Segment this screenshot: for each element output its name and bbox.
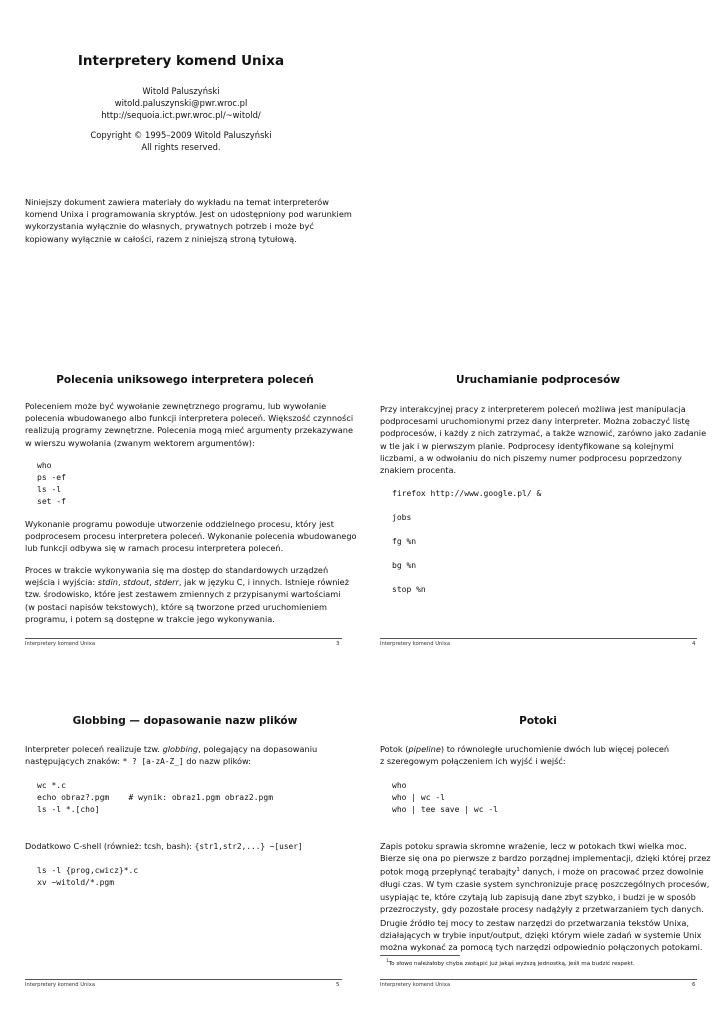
code-line: who xyxy=(392,781,407,790)
text-line: usypiając te, które czytają lub zapisują dane zbyt szybko, i budzi je w sposób xyxy=(380,891,696,902)
footnote-marker: 1 xyxy=(516,867,520,874)
footer-rule xyxy=(25,979,342,980)
text-line: kopiowany wyłącznie w całości, razem z niniejszą stroną tytułową. xyxy=(25,233,297,244)
notice xyxy=(25,196,352,245)
text-line: w wierszu wywołania (zwanym wektorem argumentów): xyxy=(25,437,255,448)
pipeline-term: pipeline xyxy=(408,744,441,754)
copyright: Copyright © 1995–2009 Witold Paluszyński xyxy=(90,130,272,140)
text-line: Proces w trakcie wykonywania się ma dostęp do standardowych urządzeń xyxy=(25,565,329,575)
text-line: realizują programy zewnętrzne. Polecenia mogą mieć argumenty przekazywane xyxy=(25,425,353,436)
code-line: who xyxy=(37,461,52,470)
footnote-text: To słowo należałoby chyba zastąpić już jakąś wyższą jednostką, jeśli ma budzić respekt. xyxy=(388,960,635,967)
text-line: tzw. środowisko, które jest zestawem zmiennych z przypisanymi wartościami xyxy=(25,589,341,600)
paragraph xyxy=(25,400,353,449)
code-line: ps -ef xyxy=(37,473,66,482)
text-line: Niniejszy dokument zawiera materiały do wykładu na temat interpreterów xyxy=(25,197,329,207)
document-title: Interpretery komend Unixa xyxy=(77,53,285,69)
stdin-term: stdin xyxy=(97,577,118,588)
paragraph xyxy=(25,518,357,555)
text-span: Interpreter poleceń realizuje tzw. xyxy=(25,744,163,754)
footer-text: Interpretery komend Unixa xyxy=(25,982,95,988)
text-line xyxy=(380,743,669,755)
code-block xyxy=(37,865,138,889)
text-span: , xyxy=(117,577,124,588)
text-span: , jak w języku C, i innych. Istnieje również xyxy=(178,577,349,588)
text-line: podprocesów, i każdy z nich zatrzymać, a także wznowić, zarówno jako zadanie xyxy=(380,428,707,439)
slide-title: Globbing — dopasowanie nazw plików xyxy=(72,715,298,727)
slide-title: Potoki xyxy=(519,715,557,727)
text-line: komend Unixa i programowania skryptów. Jest on udostępniony pod warunkiem xyxy=(25,209,352,220)
paragraph xyxy=(25,743,317,768)
footer-text: Interpretery komend Unixa xyxy=(380,982,450,988)
footer-text: Interpretery komend Unixa xyxy=(380,641,450,647)
text-line: programu, i potem są dostępne w trakcie jego wykonywania. xyxy=(25,613,275,624)
page-number: 5 xyxy=(336,982,340,988)
code-line: who | tee save | wc -l xyxy=(392,805,498,814)
text-span: Potok ( xyxy=(380,744,409,754)
footer-rule xyxy=(380,638,697,639)
text-line: polecenia wbudowanego albo funkcji interpretera poleceń. Większość czynności xyxy=(25,413,354,424)
code-line: ls -l *.[cho] xyxy=(37,805,100,814)
text-line: znakiem procenta. xyxy=(380,465,457,476)
text-line: przezroczysty, gdy pozostałe procesy nadążyły z przetwarzaniem tych danych. xyxy=(380,903,704,914)
text-line xyxy=(380,864,711,878)
paragraph xyxy=(380,840,711,915)
text-line: w tle jak i w pierwszym planie. Podprocesy identyfikowane są kolejnymi xyxy=(380,440,674,451)
code-line: ls -l xyxy=(37,485,62,494)
footnote xyxy=(386,958,635,967)
code-line: xv ~witold/*.pgm xyxy=(37,878,115,887)
text-line: długi czas. W tym czasie system synchronizuje pracę poszczególnych procesów, xyxy=(380,879,710,890)
paragraph xyxy=(380,917,703,954)
text-line: Zapis potoku sprawia skromne wrażenie, lecz w potokach tkwi wielka moc. xyxy=(380,841,687,851)
text-span: następujących znaków: xyxy=(25,756,123,767)
paragraph xyxy=(380,403,706,476)
code-line: firefox http://www.google.pl/ & xyxy=(392,489,542,498)
text-line: liczbami, a w odwołaniu do nich piszemy numer podprocesu poprzedzony xyxy=(380,452,682,463)
footer-text: Interpretery komend Unixa xyxy=(25,641,95,647)
text-line xyxy=(25,576,349,588)
page-number: 6 xyxy=(692,982,696,988)
text-span: potok mogą przepłynąć terabajty xyxy=(380,867,517,878)
author-url: http://sequoia.ict.pwr.wroc.pl/~witold/ xyxy=(101,110,261,120)
inline-code: * ? [a-zA-Z_] xyxy=(122,757,184,767)
author-email: witold.paluszynski@pwr.wroc.pl xyxy=(114,98,248,108)
paragraph xyxy=(25,840,303,853)
footnote-number: 1 xyxy=(386,958,389,963)
paragraph xyxy=(25,564,349,625)
code-block xyxy=(37,780,273,816)
text-span: wejścia i wyjścia: xyxy=(25,577,98,588)
slide-title: Uruchamianie podprocesów xyxy=(455,374,621,386)
footer-rule xyxy=(25,638,342,639)
paragraph xyxy=(380,743,669,767)
text-span: danych, i może on pracować przez dowolnie xyxy=(519,867,704,878)
text-span: , polegający na dopasowaniu xyxy=(198,744,318,754)
text-span: do nazw plików: xyxy=(183,756,252,767)
stdout-term: stdout xyxy=(123,577,150,588)
text-line: lub funkcji odbywa się w ramach procesu interpretera poleceń. xyxy=(25,543,284,554)
globbing-term: globbing xyxy=(162,744,199,754)
author: Witold Paluszyński xyxy=(142,86,220,96)
code-line: wc *.c xyxy=(37,781,66,790)
slide-title: Polecenia uniksowego interpretera poleceń xyxy=(56,374,314,386)
page-number: 3 xyxy=(336,641,340,647)
text-line: działających w trybie input/output, dzięki którym wiele zadań w systemie Unix xyxy=(380,930,702,941)
text-span: Dodatkowo C-shell (również: tcsh, bash): xyxy=(25,841,195,851)
text-line: podprocesami uruchomionymi przez dany interpreter. Można zobaczyć listę xyxy=(380,416,690,427)
page-number: 4 xyxy=(692,641,696,647)
footnote-rule xyxy=(380,955,460,956)
code-line: who | wc -l xyxy=(392,793,445,802)
text-span: , xyxy=(149,577,155,588)
stderr-term: stderr xyxy=(154,577,179,588)
code-line: fg %n xyxy=(392,537,417,546)
footer-rule xyxy=(380,979,697,980)
text-line: podprocesem procesu interpretera poleceń. Wykonanie polecenia wbudowanego xyxy=(25,531,357,542)
text-span: ) to równoległe uruchomienie dwóch lub więcej poleceń xyxy=(440,744,670,754)
inline-code: {str1,str2,...} ~[user] xyxy=(194,842,303,851)
text-line: można wykonać za pomocą tych narzędzi odpowiednio połączonych potokami. xyxy=(380,942,703,953)
text-line: Przy interakcyjnej pracy z interpreterem poleceń możliwa jest manipulacja xyxy=(380,404,686,414)
code-line: bg %n xyxy=(392,561,417,570)
code-line: ls -l {prog,cwicz}*.c xyxy=(37,866,139,875)
text-line: Drugie źródło tej mocy to zestaw narzędzi do przetwarzania tekstów Unixa, xyxy=(380,918,689,928)
code-block xyxy=(37,460,66,508)
code-block xyxy=(392,780,498,816)
text-line xyxy=(25,755,317,768)
text-line: Poleceniem może być wywołanie zewnętrznego programu, lub wywołanie xyxy=(25,401,327,411)
text-line: wykorzystania wyłącznie do własnych, prywatnych potrzeb i może być xyxy=(25,221,314,232)
code-line: jobs xyxy=(392,513,412,522)
code-line: echo obraz?.pgm # wynik: obraz1.pgm obraz2.pgm xyxy=(37,793,274,802)
text-line xyxy=(25,743,317,755)
code-line: stop %n xyxy=(392,585,426,594)
text-line: Bierze się ona po pierwsze z bardzo porządnej implementacji, dzięki której przez xyxy=(380,853,711,864)
rights: All rights reserved. xyxy=(141,142,221,152)
code-line: set -f xyxy=(37,497,66,506)
text-line: z szeregowym połączeniem ich wyjść i wejść: xyxy=(380,756,566,767)
text-line: Wykonanie programu powoduje utworzenie oddzielnego procesu, który jest xyxy=(25,519,334,529)
text-line: (w postaci napisów tekstowych), które są tworzone przed uruchomieniem xyxy=(25,601,327,612)
